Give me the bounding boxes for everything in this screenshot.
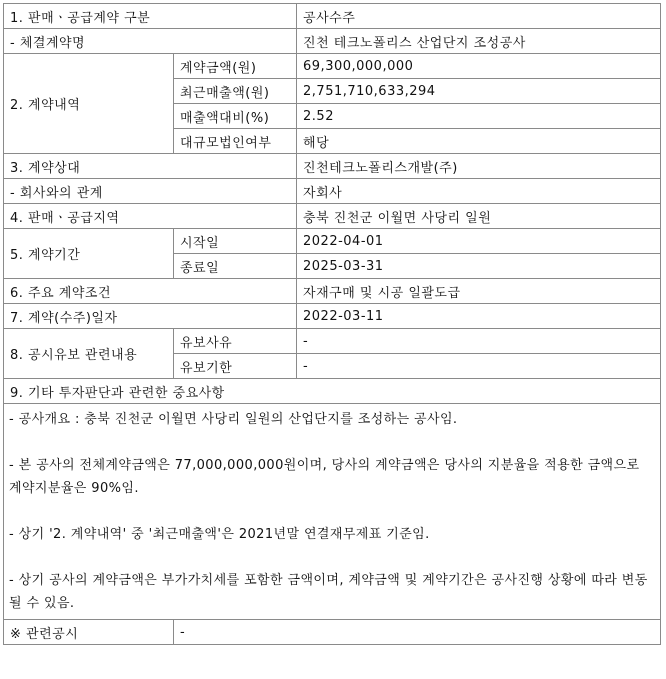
value-supply-region: 충북 진천군 이월면 사당리 일원 — [297, 204, 661, 229]
value-recent-revenue: 2,751,710,633,294 — [297, 79, 661, 104]
row-deferral-reason — [4, 329, 661, 354]
note-2: - 본 공사의 전체계약금액은 77,000,000,000원이며, 당사의 계약금액은 당사의 지분율을 적용한 금액으로 계약지분율은 90%임. — [9, 458, 640, 496]
row-start-date — [4, 229, 661, 254]
label-other-matters: 9. 기타 투자판단과 관련한 중요사항 — [4, 379, 661, 404]
value-related-disclosure: - — [174, 620, 661, 645]
disclosure-table — [3, 3, 661, 645]
value-start-date: 2022-04-01 — [297, 229, 661, 254]
value-large-corp: 해당 — [297, 129, 661, 154]
row-contract-name — [4, 29, 661, 54]
label-disclosure-deferral: 8. 공시유보 관련내용 — [4, 329, 174, 379]
label-deferral-period: 유보기한 — [174, 354, 297, 379]
row-counterparty — [4, 154, 661, 179]
label-contract-period: 5. 계약기간 — [4, 229, 174, 279]
row-contract-date — [4, 304, 661, 329]
label-start-date: 시작일 — [174, 229, 297, 254]
row-main-terms — [4, 279, 661, 304]
label-large-corp: 대규모법인여부 — [174, 129, 297, 154]
value-main-terms: 자재구매 및 시공 일괄도급 — [297, 279, 661, 304]
row-supply-region — [4, 204, 661, 229]
label-contract-details: 2. 계약내역 — [4, 54, 174, 154]
label-end-date: 종료일 — [174, 254, 297, 279]
value-contract-name: 진천 테크노폴리스 산업단지 조성공사 — [297, 29, 661, 54]
value-deferral-period: - — [297, 354, 661, 379]
row-contract-type — [4, 4, 661, 29]
notes-cell — [4, 404, 661, 620]
value-contract-type: 공사수주 — [297, 4, 661, 29]
note-4: - 상기 공사의 계약금액은 부가가치세를 포함한 금액이며, 계약금액 및 계약기간은 공사진행 상황에 따라 변동될 수 있음. — [9, 573, 648, 611]
note-1: - 공사개요 : 충북 진천군 이월면 사당리 일원의 산업단지를 조성하는 공사임. — [9, 412, 458, 427]
value-revenue-ratio: 2.52 — [297, 104, 661, 129]
label-supply-region: 4. 판매ㆍ공급지역 — [4, 204, 297, 229]
value-deferral-reason: - — [297, 329, 661, 354]
label-counterparty: 3. 계약상대 — [4, 154, 297, 179]
label-related-disclosure: ※ 관련공시 — [4, 620, 174, 645]
value-contract-date: 2022-03-11 — [297, 304, 661, 329]
note-3: - 상기 '2. 계약내역' 중 '최근매출액'은 2021년말 연결재무제표 기준임. — [9, 527, 430, 542]
row-notes — [4, 404, 661, 620]
label-contract-date: 7. 계약(수주)일자 — [4, 304, 297, 329]
label-recent-revenue: 최근매출액(원) — [174, 79, 297, 104]
label-contract-amount: 계약금액(원) — [174, 54, 297, 79]
row-relationship — [4, 179, 661, 204]
value-contract-amount: 69,300,000,000 — [297, 54, 661, 79]
row-other-matters — [4, 379, 661, 404]
row-related-disclosure — [4, 620, 661, 645]
label-contract-type: 1. 판매ㆍ공급계약 구분 — [4, 4, 297, 29]
label-deferral-reason: 유보사유 — [174, 329, 297, 354]
label-main-terms: 6. 주요 계약조건 — [4, 279, 297, 304]
value-counterparty: 진천테크노폴리스개발(주) — [297, 154, 661, 179]
label-contract-name: - 체결계약명 — [4, 29, 297, 54]
row-contract-amount — [4, 54, 661, 79]
value-end-date: 2025-03-31 — [297, 254, 661, 279]
label-relationship: - 회사와의 관계 — [4, 179, 297, 204]
label-revenue-ratio: 매출액대비(%) — [174, 104, 297, 129]
value-relationship: 자회사 — [297, 179, 661, 204]
